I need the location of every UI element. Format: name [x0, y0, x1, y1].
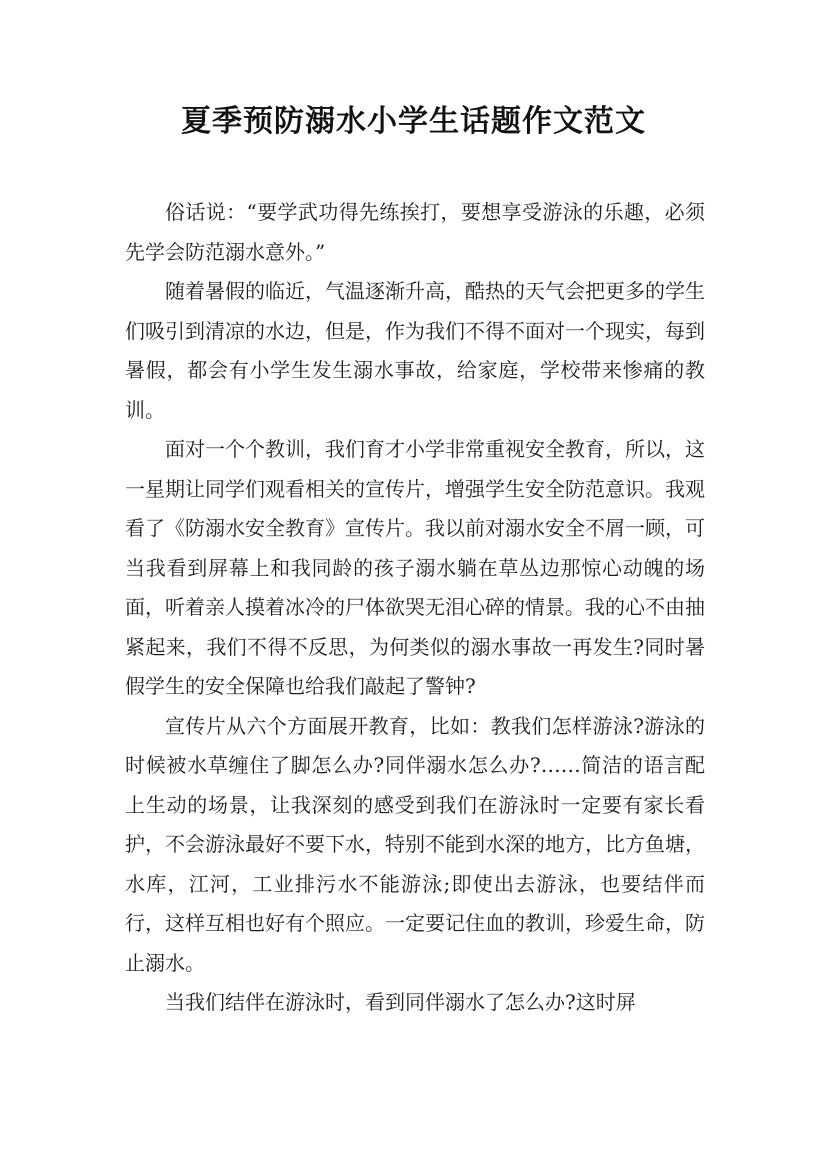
paragraph-4: 宣传片从六个方面展开教育，比如：教我们怎样游泳?游泳的时候被水草缠住了脚怎么办?同伴溺水怎么办?……简洁的语言配上生动的场景，让我深刻的感受到我们在游泳时一定要有家长看护，不会游泳最好不要下水，特别不能到水深的地方，比方鱼塘，水库，江河，工业排污水不能游泳;即使出去游泳，也要结伴而行，这样互相也好有个照应。一定要记住血的教训，珍爱生命，防止溺水。 — [125, 713, 705, 975]
document-title: 夏季预防溺水小学生话题作文范文 — [181, 104, 646, 139]
document-body — [125, 193, 705, 1023]
paragraph-2: 随着暑假的临近，气温逐渐升高，酷热的天气会把更多的学生们吸引到清凉的水边，但是，作为我们不得不面对一个现实，每到暑假，都会有小学生发生溺水事故，给家庭，学校带来惨痛的教训。 — [125, 279, 705, 422]
paragraph-1: 俗话说：“要学武功得先练挨打，要想享受游泳的乐趣，必须先学会防范溺水意外。” — [125, 200, 705, 264]
paragraph-3: 面对一个个教训，我们育才小学非常重视安全教育，所以，这一星期让同学们观看相关的宣传片，增强学生安全防范意识。我观看了《防溺水安全教育》宣传片。我以前对溺水安全不屑一顾，可当我看到屏幕上和我同龄的孩子溺水躺在草丛边那惊心动魄的场面，听着亲人摸着冰冷的尸体欲哭无泪心碎的情景。我的心不由抽紧起来，我们不得不反思，为何类似的溺水事故一再发生?同时暑假学生的安全保障也给我们敲起了警钟? — [125, 437, 705, 698]
paragraph-5: 当我们结伴在游泳时，看到同伴溺水了怎么办?这时屏 — [165, 990, 636, 1014]
